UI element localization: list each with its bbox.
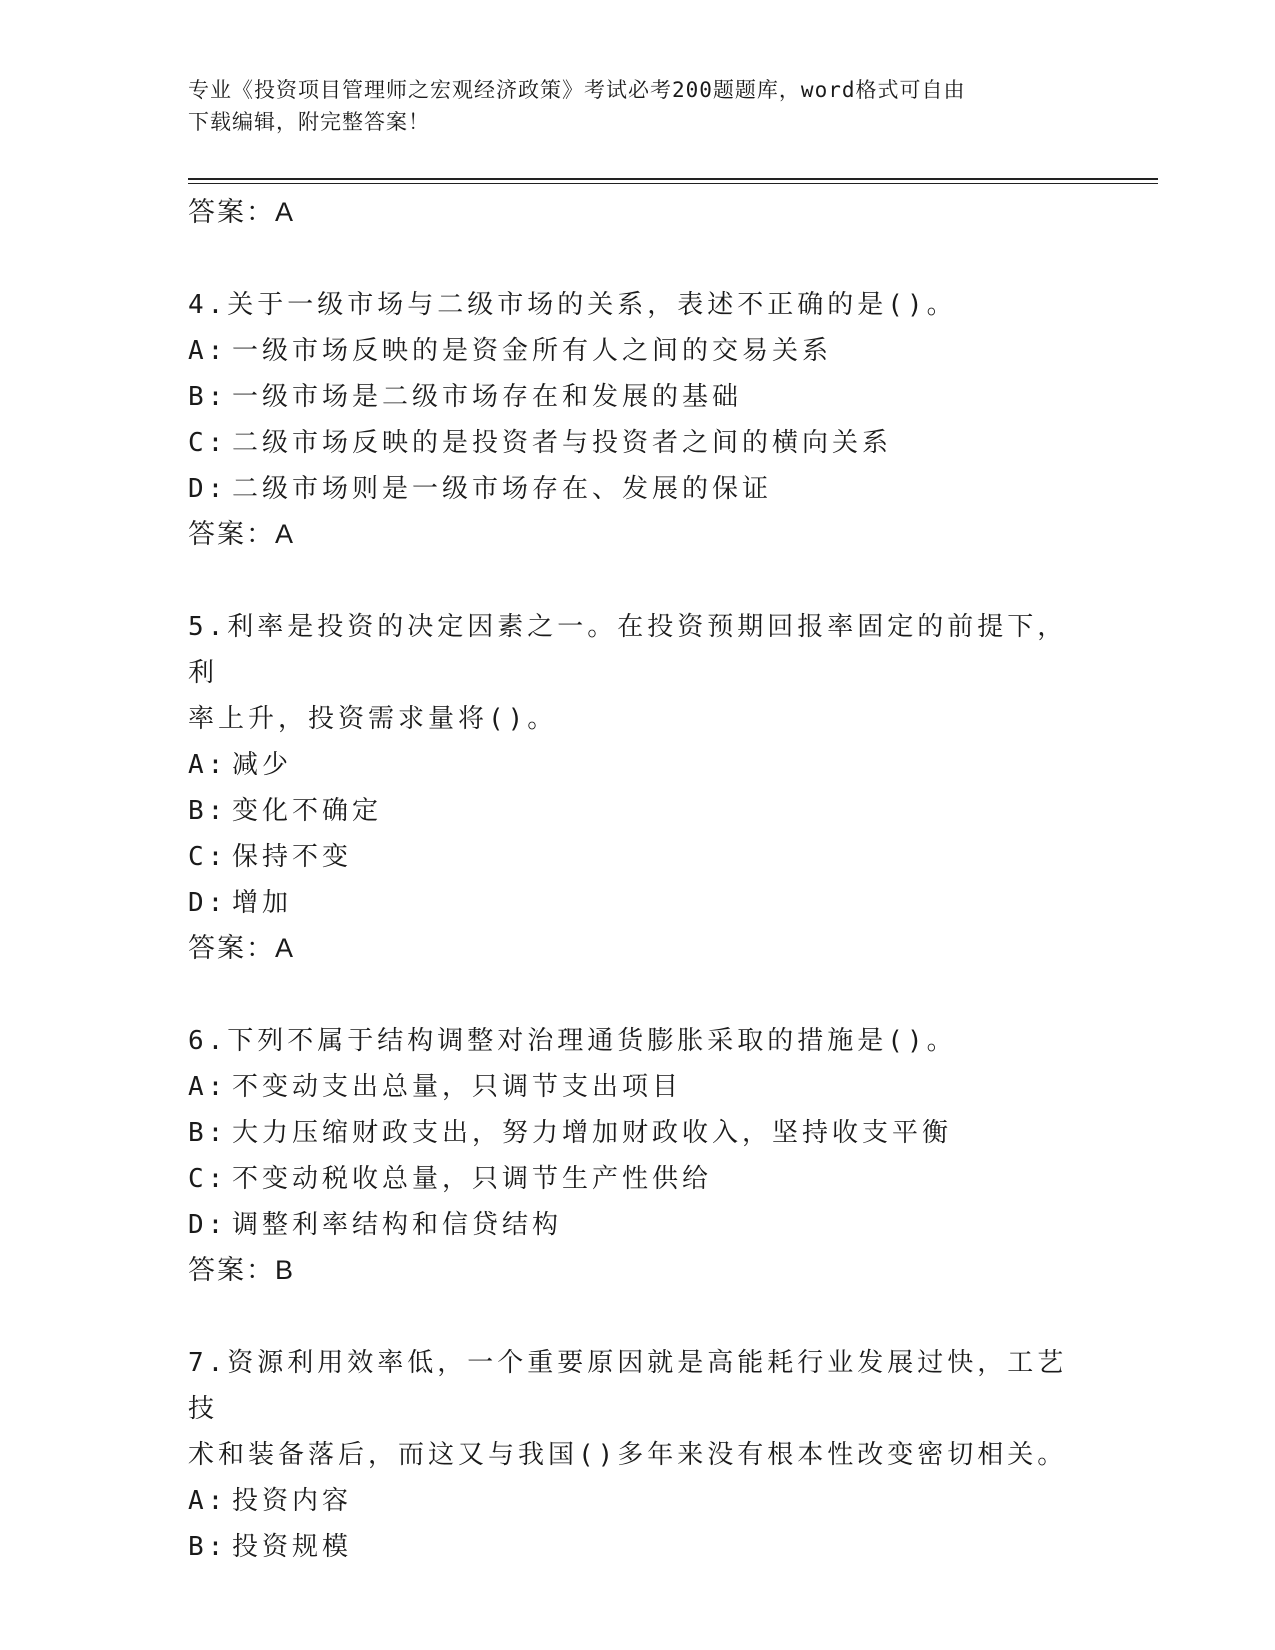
question-text xyxy=(188,1340,1088,1478)
option-text: 减少 xyxy=(232,750,293,780)
option-text: 一级市场是二级市场存在和发展的基础 xyxy=(232,382,743,412)
header-divider-thick xyxy=(188,178,1158,180)
option-text: 二级市场则是一级市场存在、发展的保证 xyxy=(232,474,773,504)
question-item xyxy=(188,282,1088,556)
question-text-line: 5.利率是投资的决定因素之一。在投资预期回报率固定的前提下，利 xyxy=(188,612,1068,688)
option-c xyxy=(188,420,1088,466)
option-letter: C: xyxy=(188,428,228,458)
option-letter: B: xyxy=(188,1532,228,1562)
option-letter: C: xyxy=(188,1164,228,1194)
option-b xyxy=(188,788,1088,834)
question-text-line: 6.下列不属于结构调整对治理通货膨胀采取的措施是()。 xyxy=(188,1026,957,1056)
option-letter: B: xyxy=(188,382,228,412)
option-text: 保持不变 xyxy=(232,842,353,872)
option-a xyxy=(188,742,1088,788)
question-text xyxy=(188,1018,1088,1064)
option-text: 投资内容 xyxy=(232,1486,353,1516)
header-line-2: 下载编辑，附完整答案！ xyxy=(188,110,430,134)
option-text: 增加 xyxy=(232,888,293,918)
document-header xyxy=(188,74,1068,138)
question-text-line: 术和装备落后，而这又与我国()多年来没有根本性改变密切相关。 xyxy=(188,1440,1068,1470)
option-d xyxy=(188,880,1088,926)
answer-line: 答案：B xyxy=(188,1255,296,1285)
question-text-line: 4.关于一级市场与二级市场的关系，表述不正确的是()。 xyxy=(188,290,957,320)
option-text: 一级市场反映的是资金所有人之间的交易关系 xyxy=(232,336,833,366)
option-letter: A: xyxy=(188,750,228,780)
option-letter: D: xyxy=(188,1210,228,1240)
question-text xyxy=(188,282,1088,328)
answer-line: 答案：A xyxy=(188,519,296,549)
option-letter: C: xyxy=(188,842,228,872)
option-b xyxy=(188,374,1088,420)
header-line-1: 专业《投资项目管理师之宏观经济政策》考试必考200题题库，word格式可自由 xyxy=(188,78,966,102)
option-d xyxy=(188,466,1088,512)
option-b xyxy=(188,1110,1088,1156)
option-c xyxy=(188,834,1088,880)
question-text xyxy=(188,604,1088,742)
question-text-line: 率上升，投资需求量将()。 xyxy=(188,704,558,734)
option-a xyxy=(188,1064,1088,1110)
option-letter: B: xyxy=(188,1118,228,1148)
question-text-line: 7.资源利用效率低，一个重要原因就是高能耗行业发展过快，工艺技 xyxy=(188,1348,1068,1424)
header-divider-thin xyxy=(188,183,1158,184)
option-text: 调整利率结构和信贷结构 xyxy=(232,1210,563,1240)
question-item xyxy=(188,1018,1088,1292)
option-text: 大力压缩财政支出，努力增加财政收入，坚持收支平衡 xyxy=(232,1118,953,1148)
option-letter: A: xyxy=(188,336,228,366)
option-text: 变化不确定 xyxy=(232,796,383,826)
option-text: 投资规模 xyxy=(232,1532,353,1562)
option-text: 二级市场反映的是投资者与投资者之间的横向关系 xyxy=(232,428,893,458)
answer-line: 答案：A xyxy=(188,933,296,963)
option-text: 不变动支出总量，只调节支出项目 xyxy=(232,1072,683,1102)
question-item xyxy=(188,1340,1088,1570)
question-item xyxy=(188,604,1088,970)
option-letter: A: xyxy=(188,1486,228,1516)
option-b xyxy=(188,1524,1088,1570)
option-text: 不变动税收总量，只调节生产性供给 xyxy=(232,1164,713,1194)
option-a xyxy=(188,328,1088,374)
option-a xyxy=(188,1478,1088,1524)
option-c xyxy=(188,1156,1088,1202)
option-d xyxy=(188,1202,1088,1248)
option-letter: A: xyxy=(188,1072,228,1102)
question-list xyxy=(188,190,1088,1570)
option-letter: D: xyxy=(188,888,228,918)
option-letter: B: xyxy=(188,796,228,826)
answer-line: 答案：A xyxy=(188,197,296,227)
option-letter: D: xyxy=(188,474,228,504)
